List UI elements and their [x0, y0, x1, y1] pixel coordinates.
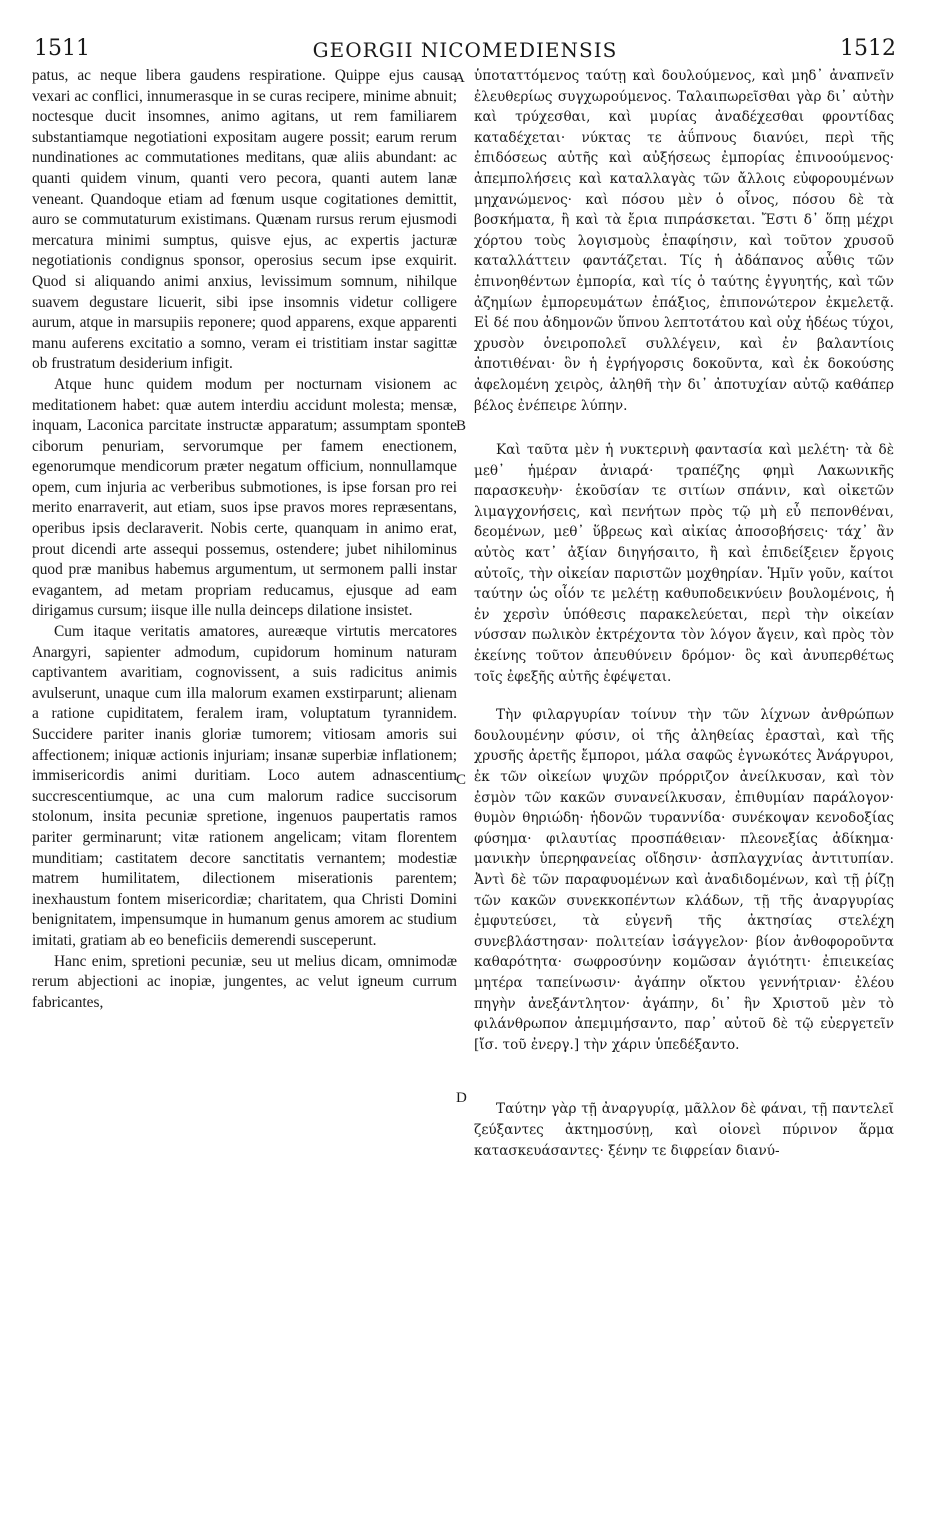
greek-paragraph-3: Τὴν φιλαργυρίαν τοίνυν τὴν τῶν λίχνων ἀνθρώπων δουλουμένην φύσιν, οἱ τῆς ἀληθείας ἐρασταὶ, καὶ τῆς χρυσῆς ἀρετῆς ἔμποροι, μάλα σαφῶς ἐγνωκότες Ἀνάργυροι, ἐκ τῶν οἰκείων ψυχῶν πρόρριζον ἀνείλκυσαν, καὶ τὸν ἐσμὸν τῶν κακῶν συνανείλκυσαν, ἐπιθυμίαν παράλογον· θυμὸν θηριώδη· ἡδονῶν τυραννίδα· συνέκοψαν κενοδοξίας φύσημα· φιλαυτίας προσπάθειαν· πλεονεξίας ἀδίκημα· μανικὴν ὑπερηφανείας οἴδησιν· ἀσπλαγχνίας ἀντιτυπίαν. Ἀντὶ δὲ τῶν παραφυομένων καὶ ἀναδιδομένων, καὶ τῇ ῥίζῃ τῶν κακῶν συνεκκοπέντων κλάδων, τῇ τῆς ἀναργυρίας ἐμφυτεύσει, τὰ εὐγενῆ τῆς ἀκτησίας στελέχη συνεβλάστησαν· πολιτείαν ἰσάγγελον· βίον ἀνθοφοροῦντα καθαρότητα· σωφροσύνην κομῶσαν ἁγιότητι· ἐπιεικείας μητέρα ταπείνωσιν· ἀγάπην οἴκτου γεννήτριαν· ἐλέου πηγὴν ἀνεξάντλητον· ἀγάπην, δι᾽ ἣν Χριστοῦ μὲν τὸ φιλάνθρωπον ἀπεμιμήσαντο, παρ᾽ αὐτοῦ δὲ τῷ εὐεργετεῖν [ἴσ. τοῦ ἐνεργ.] τὴν χάριν ὑπεδέξαντο. — [474, 707, 894, 1053]
running-title: GEORGII NICOMEDIENSIS — [312, 38, 618, 62]
page-header — [34, 36, 896, 66]
greek-paragraph-4: Ταύτην γὰρ τῇ ἀναργυρίᾳ, μᾶλλον δὲ φάναι, τῇ παντελεῖ ζεύξαντες ἀκτημοσύνῃ, καὶ οἱονεὶ πύρινον ἅρμα κατασκευάσαντες· ξένην τε διφρείαν διανύ- — [474, 1101, 894, 1159]
latin-paragraph-2: Atque hunc quidem modum per nocturnam visionem ac meditationem habet: quæ autem interdiu accidunt molesta; mensæ, inquam, Laconica parcitate instructæ apparatum; assumptam sponte ciborum penuriam, servorumque per famem enectionem, egenorumque mendicorum præter negatum officium, nonnullamque opem, cum injuria ac verberibus submotiones, is ipse forsan pro rei merito enarraverit, aut etiam, suos ipse pravos mores repræsentans, operibus ipsis declaraverit. Nobis certe, quanquam in animo erat, prout dicendi arte assequi possemus, ostendere; jubet nihilominus quod præ manibus habemus argumentum, ut sermonem palli instar evagantem, ad metam propriam reducamus, ejusque ad eam dirigamus cursum; iisque ille nulla deinceps dilatione insistet. — [32, 375, 457, 620]
greek-column — [474, 66, 894, 1536]
latin-paragraph-3: Cum itaque veritatis amatores, aureæque virtutis mercatores Anargyri, sapienter admodum, cupidorum hominum naturam captivantem avaritiam, cognovissent, a suis radicitus animis avulserunt, unaque cum illa malorum examen exstirparunt; alienam a ratione cupiditatem, feralem iram, voluptatum tyrannidem. Succidere pariter inanis gloriæ tumorem; vitiosam amoris sui affectionem; iniquæ actionis injuriam; insanæ superbiæ inflationem; immisericordis animi duritiam. Loco autem adnascentium succrescentiumque, ac una cum malorum radice succisorum stolonum, insita pecuniæ spretione, ingenuos paupertatis ramos pariter germinarunt; vitæ rationem angelicam; vitam florentem munditiam; castitatem decore sanctitatis vernantem; modestiæ matrem humilitatem, dilectionem miserationis parentem; inexhaustum fontem misericordiæ; charitatem, qua Christi Domini benignitatem, impensumque in humanum genus amorem ac studium imitati, gratiam ab eo beneficiis demerendi susceperunt. — [32, 623, 457, 949]
latin-column — [32, 66, 457, 1536]
latin-paragraph-1: patus, ac neque libera gaudens respiratione. Quippe ejus causa vexari ac conflici, innumerasque in se curas recipere, minime abnuit; noctesque ducit insomnes, animo agitans, ut rem familiarem substantiamque negotiationi expositam augere possit; earum rerum nundinationes ac commutationes meditans, quæ aliis abundant: ac quanti quidem vinum, quanti vero pecora, quanti autem lanæ veneant. Quandoque etiam ad fœnum usque cogitationes demittit, auro se commutaturum existimans. Quænam rursus rerum ejusmodi mercatura minimi sumptus, quisve ejus, ac expertis jacturæ negotiationis condignus sponsor, operosius secum ipse exquirit. Quod si aliquando animi anxius, levissimum somnum, nihilque suavem degustare licuerit, sibi ipse insomnis videtur colligere aurum, atque in marsupiis reponere; quod apparens, exque apparenti manu auferens excitatio a somno, veram ei tristitiam instar sagittæ ob frustratum desiderium infigit. — [32, 67, 457, 373]
greek-paragraph-1: ὑποταττόμενος ταύτῃ καὶ δουλούμενος, καὶ μηδ᾽ ἀναπνεῖν ἐλευθερίως συγχωρούμενος. Ταλαιπωρεῖσθαι γὰρ δι᾽ αὐτὴν καὶ τρύχεσθαι, καὶ μυρίας ἀναδέχεσθαι φροντίδας καταδέχεται· νύκτας τε ἀΰπνους διανύει, περὶ τῆς ἐπιδόσεως αὐτῆς καὶ αὐξήσεως ἐμπορίας ἐπινοούμενος· ἀπεμπολήσεις καὶ καταλλαγὰς τῶν ἄλλοις εὐφορουμένων μηχανώμενος· καὶ πόσου μὲν ὁ οἶνος, πόσου δὲ τὰ βοσκήματα, ἢ καὶ τὰ ἔρια πιπράσκεται. Ἔστι δ᾽ ὅπῃ μέχρι χόρτου τοὺς λογισμοὺς ἐπαφίησιν, καὶ τοῦτον χρυσοῦ καταλλάττειν φαντάζεται. Τίς ἡ ἀδάπανος αὖθις τῶν ἐπινοηθέντων ἐμπορία, καὶ τίς ὁ ταύτης ἐγγυητής, καὶ τῶν ἀζημίων ἐμπορευμάτων ἐπάξιος, ἐπιπονώτερον ἐκμελετᾷ. Εἰ δέ που ἀδημονῶν ὕπνου λεπτοτάτου καὶ οὐχ ἡδέως τύχοι, χρυσὸν ὀνειροπολεῖ συλλέγειν, καὶ ἐν βαλαντίοις ἀποτιθέναι· ὃν ἡ ἐγρήγορσις δοκοῦντα, καὶ ἐκ δοκούσης ἀφελομένη χειρὸς, ἀληθῆ τὴν δι᾽ ἀποτυχίαν αὐτῷ καθάπερ βέλος ἐνέπειρε λύπην. — [474, 68, 894, 414]
page-number-left: 1511 — [34, 36, 90, 61]
gutter-letter-d: D — [456, 1090, 467, 1106]
greek-paragraph-2: Καὶ ταῦτα μὲν ἡ νυκτερινὴ φαντασία καὶ μελέτη· τὰ δὲ μεθ᾽ ἡμέραν ἀνιαρά· τραπέζης φημὶ Λακωνικῆς παρασκευὴν· ἑκοῦσίαν τε σιτίων σπάνιν, καὶ οἰκετῶν λιμαγχονήσεις, καὶ πενήτων πρὸς τῷ μὴ εὖ πεπονθέναι, δεομένων, μεθ᾽ ὕβρεως καὶ αἰκίας ἀποσοβήσεις· τάχ᾽ ἂν αὐτὸς κατ᾽ ἀξίαν διηγήσαιτο, ἢ καὶ ἐπιδείξειεν ἔργοις αὐτοῖς, τὴν οἰκείαν παριστῶν μοχθηρίαν. Ἡμῖν γοῦν, καίτοι ταύτην ὡς οἷόν τε μελέτῃ καθυποδεικνύειν βουλομένοις, ἡ ἐν χερσὶν ὑπόθεσις παρακελεύεται, περὶ τὴν οἰκείαν νύσσαν πωλικὸν ἐκτρέχοντα τὸν λόγον ἄγειν, καὶ πρὸς τὸν ἐκείνης τοῦτον ἀπευθύνειν δρόμον· ὃς καὶ ἀνυπερθέτως τοῖς ἐφεξῆς αὐτῆς ἐφέψεται. — [474, 442, 894, 685]
gutter-letter-a: A — [454, 70, 465, 86]
gutter-letter-b: B — [456, 418, 467, 434]
page-number-right: 1512 — [840, 36, 896, 61]
latin-paragraph-4: Hanc enim, spretioni pecuniæ, seu ut melius dicam, omnimodæ rerum abjectioni ac inopiæ, jungentes, ac velut igneum currum fabricantes, — [32, 952, 457, 1011]
gutter-letter-c: C — [456, 772, 467, 788]
